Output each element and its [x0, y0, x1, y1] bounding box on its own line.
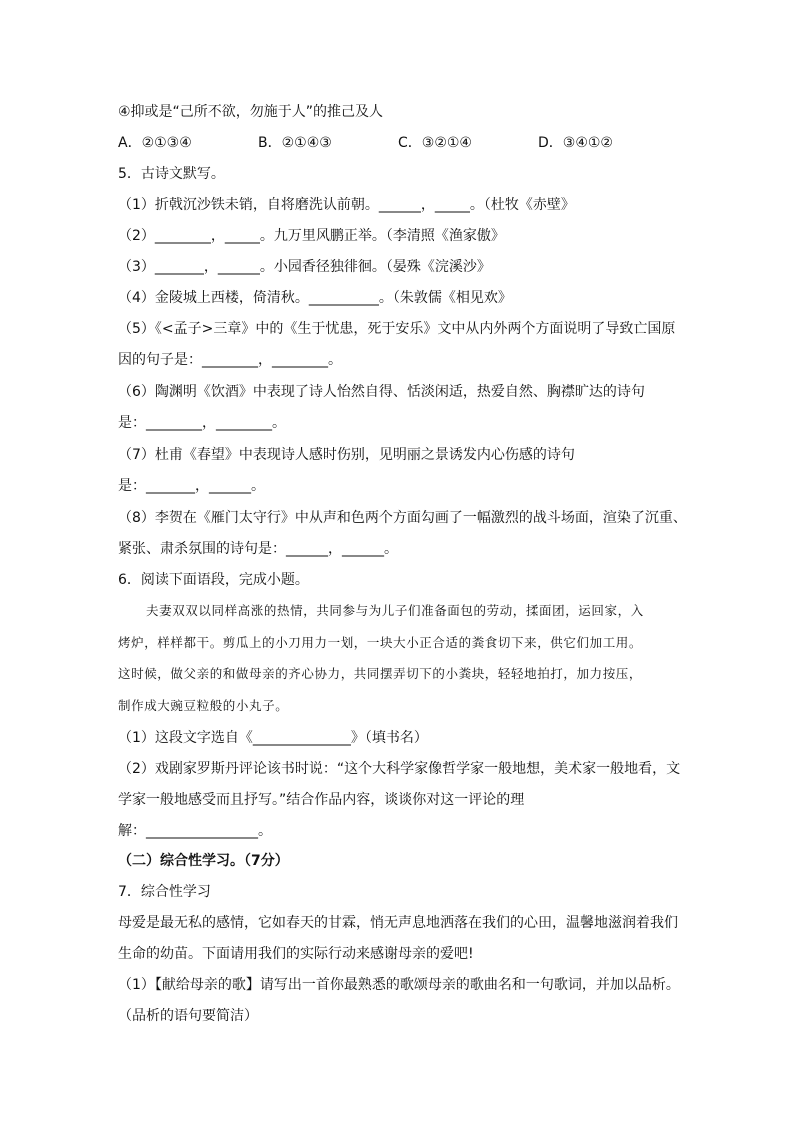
option-a: A．②①③④: [118, 135, 192, 151]
q7-intro-2: 生命的幼苗。下面请用我们的实际行动来感谢母亲的爱吧!: [118, 946, 474, 962]
q5-item-6: （6）陶渊明《饮酒》中表现了诗人怡然自得、恬淡闲适，热爱自然、胸襟旷达的诗句: [118, 384, 645, 400]
q5-item-8-cont: 紧张、肃杀氛围的诗句是：______，______。: [118, 541, 398, 557]
question-5-title: 5．古诗文默写。: [118, 166, 225, 182]
q5-item-5: （5）《<孟子>三章》中的《生于忧患，死于安乐》文中从内外两个方面说明了导致亡国原: [118, 321, 676, 337]
q5-item-1: （1）折戟沉沙铁未销，自将磨洗认前朝。______，_____。（杜牧《赤壁》: [118, 197, 575, 213]
q6-item-2-cont: 学家一般地感受而且抒写。”结合作品内容，谈谈你对这一评论的理: [118, 792, 525, 808]
q7-intro-1: 母爱是最无私的感情，它如春天的甘霖，悄无声息地洒落在我们的心田，温馨地滋润着我们: [118, 915, 678, 931]
answer-options: [118, 134, 613, 152]
option-b: B．②①④③: [258, 135, 332, 151]
q7-item-1-note: （品析的语句要简洁）: [118, 1008, 258, 1024]
q5-item-7: （7）杜甫《春望》中表现诗人感时伤别，见明丽之景诱发内心伤感的诗句: [118, 447, 575, 463]
passage-line-1: 夫妻双双以同样高涨的热情，共同参与为儿子们准备面包的劳动，揉面团，运回家，入: [146, 603, 644, 618]
option-item-4: ④抑或是“己所不欲，勿施于人”的推己及人: [118, 104, 384, 120]
q5-item-6-cont: 是：________，________。: [118, 415, 286, 431]
q5-item-4: （4）金陵城上西楼，倚清秋。__________。（朱敦儒《相见欢》: [118, 290, 512, 306]
section-2-heading: （二）综合性学习。（7分）: [118, 853, 289, 869]
option-c: C．③②①④: [398, 135, 472, 151]
q6-item-1: （1）这段文字选自《______________》（填书名）: [118, 730, 428, 746]
q6-item-2-answer: 解：________________。: [118, 823, 272, 839]
question-7-title: 7．综合性学习: [118, 884, 211, 900]
question-6-title: 6．阅读下面语段，完成小题。: [118, 572, 309, 588]
q5-item-2: （2）________，_____。九万里风鹏正举。（李清照《渔家傲》: [118, 228, 505, 244]
passage-line-3: 这时候，做父亲的和做母亲的齐心协力，共同摆弄切下的小粪块，轻轻地拍打，加力按压，: [118, 666, 643, 681]
q5-item-5-cont: 因的句子是：________，________。: [118, 352, 342, 368]
q6-item-2: （2）戏剧家罗斯丹评论该书时说：“这个大科学家像哲学家一般地想，美术家一般地看，文: [118, 761, 681, 777]
q5-item-8: （8）李贺在《雁门太守行》中从声和色两个方面勾画了一幅激烈的战斗场面，渲染了沉重、: [118, 510, 687, 526]
q7-item-1: （1）【献给母亲的歌】请写出一首你最熟悉的歌颂母亲的歌曲名和一句歌词，并加以品析。: [118, 977, 680, 993]
passage-line-2: 烤炉，样样都干。剪瓜上的小刀用力一划，一块大小正合适的粪食切下来，供它们加工用。: [118, 635, 643, 650]
q5-item-7-cont: 是：_______，______。: [118, 478, 265, 494]
passage-line-4: 制作成大豌豆粒般的小丸子。: [118, 698, 289, 713]
option-d: D．③④①②: [538, 135, 613, 151]
q5-item-3: （3）_______，______。小园香径独徘徊。（晏殊《浣溪沙》: [118, 259, 491, 275]
